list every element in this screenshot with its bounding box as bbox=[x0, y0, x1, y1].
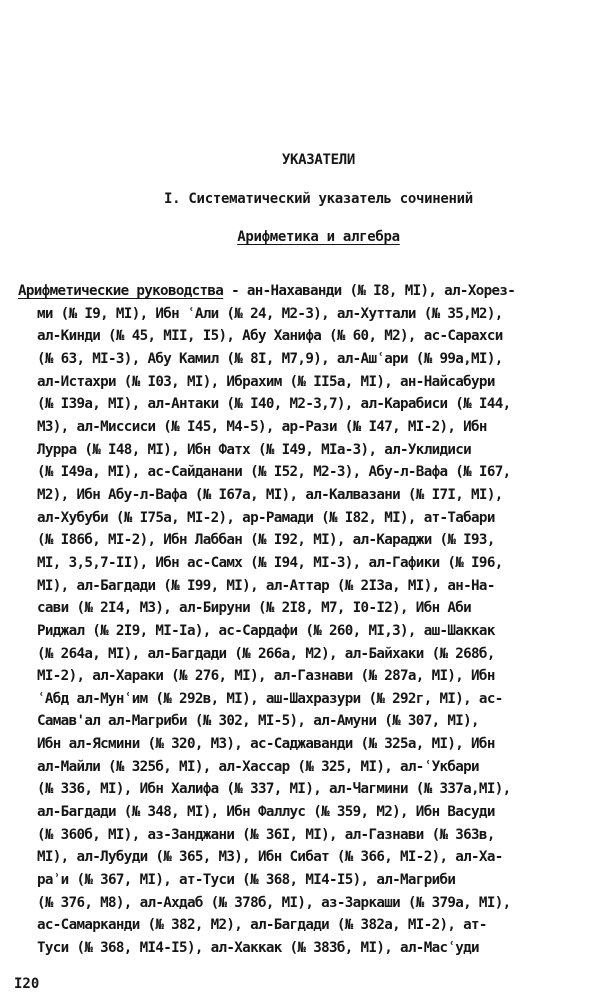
entry-line: Самав'ал ал-Магриби (№ 302, MI-5), ал-Амуни (№ 307, MI), bbox=[37, 713, 479, 730]
entry-line: M3), ал-Миссиси (№ I45, M4-5), ар-Рази (№ I47, MI-2), Ибн bbox=[37, 418, 487, 435]
entry-line: (№ I49а, MI), ас-Сайданани (№ I52, M2-3), Абу-л-Вафа (№ I67, bbox=[37, 464, 511, 481]
entry-line: (№ 336, MI), Ибн Халифа (№ 337, MI), ал-Чагмини (№ 337а,MI), bbox=[37, 781, 511, 798]
entry-first-line-text: - ан-Нахаванди (№ I8, MI), ал-Хорез- bbox=[223, 283, 516, 299]
entry-line: ал-Хубуби (№ I75а, MI-2), ар-Рамади (№ I82, MI), ат-Табари bbox=[37, 509, 495, 526]
entry-term: Арифметические руководства bbox=[18, 283, 224, 299]
entry-line: MI), ал-Лубуди (№ 365, M3), Ибн Сибат (№ 366, MI-2), ал-Ха- bbox=[37, 849, 503, 866]
entry-line: сави (№ 2I4, M3), ал-Бируни (№ 2I8, M7, I0-I2), Ибн Аби bbox=[37, 600, 472, 617]
entry-line: Туси (№ 368, MI4-I5), ал-Хаккак (№ 383б, MI), ал-Масʿуди bbox=[37, 940, 479, 957]
entry-line: ал-Истахри (№ I03, MI), Ибрахим (№ II5а, MI), ан-Найсабури bbox=[37, 373, 495, 390]
entry-line: ас-Самарканди (№ 382, M2), ал-Багдади (№ 382а, MI-2), ат- bbox=[37, 917, 487, 934]
entry-line: ал-Багдади (№ 348, MI), Ибн Фаллус (№ 359, M2), Ибн Васуди bbox=[37, 804, 495, 821]
index-subtitle: I. Систематический указатель сочинений bbox=[164, 191, 473, 207]
entry-line: MI), ал-Багдади (№ I99, MI), ал-Аттар (№ 2I3а, MI), ан-На- bbox=[37, 577, 495, 594]
entry-line: (№ 376, M8), ал-Ахдаб (№ 378б, MI), аз-Заркаши (№ 379а, MI), bbox=[37, 894, 511, 911]
entry-line: (№ 264а, MI), ал-Багдади (№ 266а, M2), ал-Байхаки (№ 268б, bbox=[37, 645, 495, 662]
entry-first-line bbox=[18, 280, 598, 303]
entry-line: M2), Ибн Абу-л-Вафа (№ I67а, MI), ал-Калвазани (№ I7I, MI), bbox=[37, 486, 503, 503]
entry-line: (№ I39а, MI), ал-Антаки (№ I40, M2-3,7), ал-Карабиси (№ I44, bbox=[37, 396, 511, 413]
section-heading-text: Арифметика и алгебра bbox=[237, 229, 400, 245]
entry-line: ми (№ I9, MI), Ибн ʿАли (№ 24, M2-3), ал-Хуттали (№ 35,M2), bbox=[37, 305, 503, 322]
section-heading bbox=[12, 229, 613, 245]
entry-line: Риджал (№ 2I9, MI-Iа), ас-Сардафи (№ 260, MI,3), аш-Шаккак bbox=[37, 622, 495, 639]
entry-line: ал-Майли (№ 325б, MI), ал-Хассар (№ 325, MI), ал-ʿУкбари bbox=[37, 758, 479, 775]
entry-line: MI-2), ал-Хараки (№ 276, MI), ал-Газнави (№ 287а, MI), Ибн bbox=[37, 668, 495, 685]
entry-line: (№ 63, MI-3), Абу Камил (№ 8I, M7,9), ал-Ашʿари (№ 99а,MI), bbox=[37, 350, 503, 367]
entry-line: Лурра (№ I48, MI), Ибн Фатх (№ I49, MIа-3), ал-Уклидиси bbox=[37, 441, 472, 458]
entry-line: Ибн ал-Ясмини (№ 320, M3), ас-Саджаванди (№ 325а, MI), Ибн bbox=[37, 736, 495, 753]
entry-line: (№ 360б, MI), аз-Занджани (№ 36I, MI), ал-Газнави (№ 363в, bbox=[37, 826, 495, 843]
entry-paragraph bbox=[18, 280, 598, 960]
entry-line: MI, 3,5,7-II), Ибн ас-Самх (№ I94, MI-3), ал-Гафики (№ I96, bbox=[37, 554, 503, 571]
page-number: I20 bbox=[14, 976, 40, 992]
index-title: УКАЗАТЕЛИ bbox=[281, 152, 356, 168]
entry-line: (№ I86б, MI-2), Ибн Лаббан (№ I92, MI), ал-Караджи (№ I93, bbox=[37, 532, 495, 549]
entry-line: раʾи (№ 367, MI), ат-Туси (№ 368, MI4-I5), ал-Магриби bbox=[37, 872, 456, 889]
entry-line: ʿАбд ал-Мунʿим (№ 292в, MI), аш-Шахразури (№ 292г, MI), ас- bbox=[37, 690, 503, 707]
entry-line: ал-Кинди (№ 45, MII, I5), Абу Ханифа (№ 60, M2), ас-Сарахси bbox=[37, 328, 503, 345]
